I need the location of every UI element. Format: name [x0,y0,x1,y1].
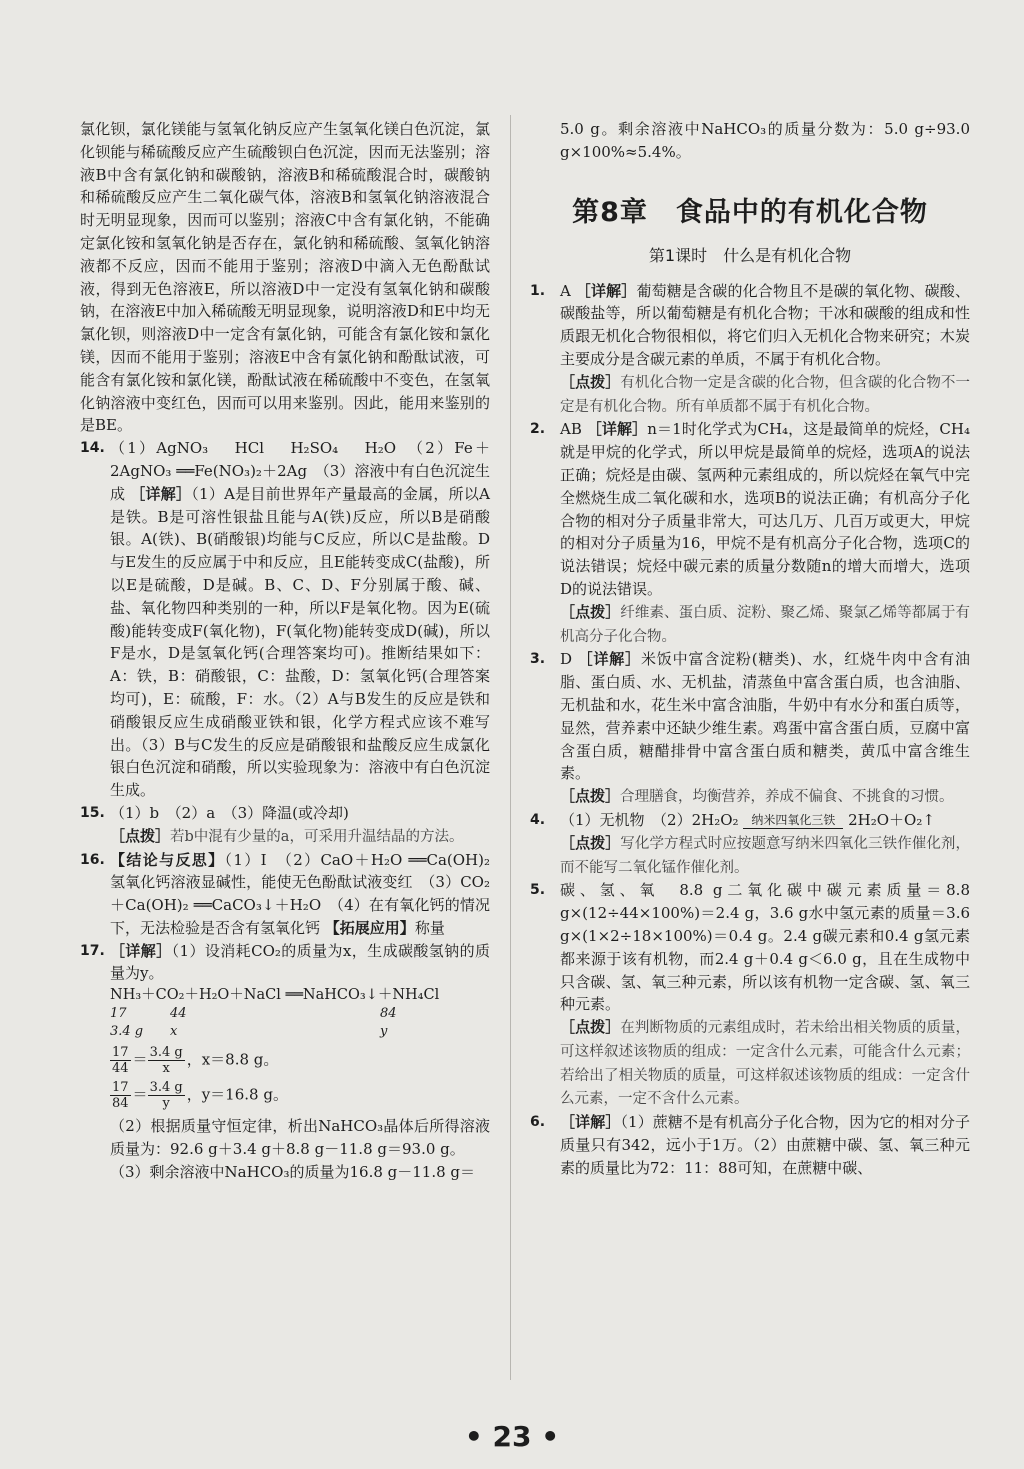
right-column [530,118,970,1180]
extension-text: 称量 [414,918,445,937]
fraction-bottom: y [162,1096,170,1112]
hint-tag: ［点拨］ [560,372,621,391]
detail-text: 米饭中富含淀粉(糖类)、水，红烧牛肉中含有油脂、蛋白质、水、无机盐，清蒸鱼中富含蛋白质，也含油脂、无机盐和水，花生米中富含油脂，牛奶中有水分和蛋白质等，显然，营养素中还缺少维生素。鸡蛋中富含蛋白质，豆腐中富含蛋白质，糖醋排骨中富含蛋白质和糖类，黄瓜中富含维生素。 [560,650,970,783]
answer-number: 16. [80,851,105,868]
answer-15 [80,802,490,849]
hint-text: 有机化合物一定是含碳的化合物，但含碳的化合物不一定是有机化合物。所有单质都不属于有机化合物。 [560,374,970,415]
fraction-top: 3.4 g [149,1080,183,1096]
chapter-title: 第8章 食品中的有机化合物 [572,196,928,228]
detail-tag: ［详解］ [130,484,192,503]
proportion-result: ，x＝8.8 g。 [186,1050,279,1069]
molar-mass: 17 [110,1006,127,1022]
detail-text: （1）蔗糖不是有机高分子化合物，因为它的相对分子质量只有342，远小于1万。（2）由蔗糖中碳、氢、氧三种元素的质量比为72：11：88可知，在蔗糖中碳、 [560,1113,970,1177]
fraction-top: 17 [112,1045,129,1061]
molar-mass: 44 [170,1006,187,1022]
left-column [80,118,506,1184]
answer-number: 2. [530,421,546,438]
hint-tag: ［点拨］ [560,602,621,621]
hint-tag: ［点拨］ [560,1018,621,1037]
answer-number: 1. [530,282,546,299]
fraction-bottom: x [162,1061,170,1077]
detail-tag: ［详解］ [575,281,637,300]
answer-number: 4. [530,811,546,828]
detail-tag: ［详解］ [577,650,641,669]
extension-tag: 【拓展应用】 [324,918,415,937]
answer-16 [80,849,506,940]
answer-text: （1）无机物 （2）2H₂O₂ [560,810,739,829]
hint-text: 写化学方程式时应按题意写纳米四氧化三铁作催化剂，而不能写二氧化锰作催化剂。 [560,835,970,876]
answer-text: （1）Ⅰ （2）CaO＋H₂O ══Ca(OH)₂ 氢氧化钙溶液显碱性，能使无色酚酞试液变红 （3）CO₂＋Ca(OH)₂ ══CaCO₃↓＋H₂O （4）在有氧化钙的情况下，无法检验是否含有氢氧化钙 [110,850,506,937]
detail-part-2: （2）根据质量守恒定律，析出NaHCO₃晶体后所得溶液质量为：92.6 g＋3.4 g＋8.8 g－11.8 g＝93.0 g。 [110,1117,490,1159]
answer-3 [530,648,970,809]
answer-4 [530,809,970,879]
reaction-arrow [743,813,843,829]
answer-choice: A [560,281,571,300]
detail-tag: ［详解］ [586,420,648,439]
quantity: y [380,1024,388,1040]
answer-2 [530,418,970,648]
detail-text: （1）设消耗CO₂的质量为x，生成碳酸氢钠的质量为y。 [110,941,490,983]
continued-answer-13: 氯化钡，氯化镁能与氢氧化钠反应产生氢氧化镁白色沉淀，氯化钡能与稀硫酸反应产生硫酸钡白色沉淀，因而无法鉴别；溶液B中含有氯化钠和碳酸钠，溶液B和稀硫酸混合时，碳酸钠和稀硫酸反应产生二氧化碳气体，溶液B和氢氧化钠溶液混合时无明显现象，因而可以鉴别；溶液C中含有氯化钠，不能确定氯化铵和氢氧化钠是否存在，氯化钠和稀硫酸、氢氧化钠溶液都不反应，因而不能用于鉴别；溶液D中滴入无色酚酞试液，得到无色溶液E，所以溶液D中一定没有氢氧化钠和碳酸钠，在溶液E中加入稀硫酸无明显现象，说明溶液D和E中均无氯化钡，则溶液D中一定含有氯化钠，可能含有氯化铵和氯化镁，因而不能用于鉴别；溶液E中含有氯化钠和酚酞试液，可能含有氯化铵和氯化镁，酚酞试液在稀硫酸中不变色，在氢氧化钠溶液中变红色，因而可以用来鉴别。因此，能用来鉴别的是BE。 [80,120,490,435]
hint-text: 在判断物质的元素组成时，若未给出相关物质的质量，可这样叙述该物质的组成：一定含什么元素，可能含什么元素；若给出了相关物质的质量，可这样叙述该物质的组成：一定含什么元素，一定不含什么元素。 [560,1020,970,1108]
fraction-top: 3.4 g [149,1045,183,1061]
detail-text: n＝1时化学式为CH₄，这是最简单的烷烃，CH₄就是甲烷的化学式，所以甲烷是最简单的烷烃，选项A的说法正确；烷烃是由碳、氢两种元素组成的，所以烷烃在氧气中完全燃烧生成二氧化碳和水，选项B的说法正确；有机高分子化合物的相对分子质量非常大，可达几万、几百万或更大，甲烷的相对分子质量为16，甲烷不是有机高分子化合物，选项C的说法错误；烷烃中碳元素的质量分数随n的增大而增大，选项D的说法错误。 [560,420,970,598]
hint-tag: ［点拨］ [110,826,171,845]
detail-tag: ［详解］ [110,941,172,960]
answer-1 [530,280,970,419]
answer-choice: AB [560,420,582,439]
answer-choice: D [560,650,573,669]
answer-14 [80,437,490,802]
answer-number: 6. [530,1114,546,1131]
column-divider [510,115,511,1380]
conclusion-tag: 【结论与反思】 [110,850,225,869]
hint-tag: ［点拨］ [560,787,621,806]
fraction-top: 17 [112,1080,129,1096]
answer-17 [80,940,490,1184]
hint-text: 若b中混有少量的a，可采用升温结晶的方法。 [170,828,464,845]
proportion-result: ，y＝16.8 g。 [186,1085,288,1104]
hint-text: 合理膳食，均衡营养，养成不偏食、不挑食的习惯。 [620,789,954,806]
fraction-bottom: 84 [112,1096,129,1112]
detail-part-3: （3）剩余溶液中NaHCO₃的质量为16.8 g－11.8 g＝ [110,1162,476,1181]
reaction-condition: 纳米四氧化三铁 [751,812,836,827]
detail-tag: ［详解］ [560,1113,621,1132]
answer-6 [530,1111,970,1179]
molar-mass: 84 [380,1006,397,1022]
quantity: x [170,1024,178,1040]
answer-number: 15. [80,804,105,821]
answer-text: 碳、氢、氧 8.8 g二氧化碳中碳元素质量＝8.8 g×(12÷44×100%)＝2.4 g，3.6 g水中氢元素的质量＝3.6 g×(1×2÷18×100%)＝0.4 g。2.4 g碳元素和0.4 g氢元素都来源于该有机物，而2.4 g＋0.4 g＜6.0 g，且在生成物中只含碳、氢、氧三种元素，所以该有机物一定含碳、氢、氧三种元素。 [560,881,970,1014]
fraction-bottom: 44 [112,1061,129,1077]
chemical-equation: NH₃＋CO₂＋H₂O＋NaCl ══NaHCO₃↓＋NH₄Cl [110,987,440,1004]
answer-product: 2H₂O＋O₂↑ [848,810,935,829]
hint-text: 纤维素、蛋白质、淀粉、聚乙烯、聚氯乙烯等都属于有机高分子化合物。 [560,604,970,645]
detail-text: 葡萄糖是含碳的化合物且不是碳的氧化物、碳酸、碳酸盐等，所以葡萄糖是有机化合物；干冰和碳酸的组成和性质跟无机化合物很相似，将它们归入无机化合物来研究；木炭主要成分是含碳元素的单质，不属于有机化合物。 [560,281,970,368]
page-number: • 23 • [464,1420,560,1453]
answer-5 [530,879,970,1111]
answer-text: （1）b （2）a （3）降温(或冷却) [110,803,349,822]
answer-text: （1）AgNO₃ HCl H₂SO₄ H₂O （2）Fe＋2AgNO₃ ══Fe(NO₃)₂＋2Ag （3）溶液中有白色沉淀生成 [110,439,490,503]
answer-number: 17. [80,942,105,959]
hint-tag: ［点拨］ [560,833,621,852]
answer-number: 14. [80,440,105,457]
detail-text: （1）A是目前世界年产量最高的金属，所以A是铁。B是可溶性银盐且能与A(铁)反应，所以B是硝酸银。A(铁)、B(硝酸银)均能与C反应，所以C是盐酸。D与E发生的反应属于中和反应，且E能转变成C(盐酸)，所以E是硫酸，D是碱。B、C、D、F分别属于酸、碱、盐、氧化物四种类别的一种，所以F是氧化物。因为E(硫酸)能转变成F(氧化物)，F(氧化物)能转变成D(碱)，所以F是水，D是氢氧化钙(合理答案均可)。推断结果如下：A：铁，B：硝酸银，C：盐酸，D：氢氧化钙(合理答案均可)，E：硫酸，F：水。（2）A与B发生的反应是铁和硝酸银反应生成硝酸亚铁和银，化学方程式应该不难写出。（3）B与C发生的反应是硝酸银和盐酸反应生成氯化银白色沉淀和硝酸，所以实验现象为：溶液中有白色沉淀生成。 [110,484,490,800]
answer-number: 5. [530,882,546,899]
quantity: 3.4 g [110,1024,144,1040]
quantity-row [110,1023,490,1041]
answer-number: 3. [530,651,546,668]
continued-answer-17: 5.0 g。剩余溶液中NaHCO₃的质量分数为：5.0 g÷93.0 g×100%≈5.4%。 [560,120,970,161]
proportion-2: $\frac{17}{84}$ ＝ $\frac{3.4 g}{y}$ ，y＝16.8 g。 [112,1080,288,1112]
molar-mass-row [110,1005,490,1023]
proportion-1: $\frac{17}{44}$ ＝ $\frac{3.4 g}{x}$ ，x＝8.8 g。 [112,1045,279,1077]
lesson-title: 第1课时 什么是有机化合物 [648,245,852,265]
